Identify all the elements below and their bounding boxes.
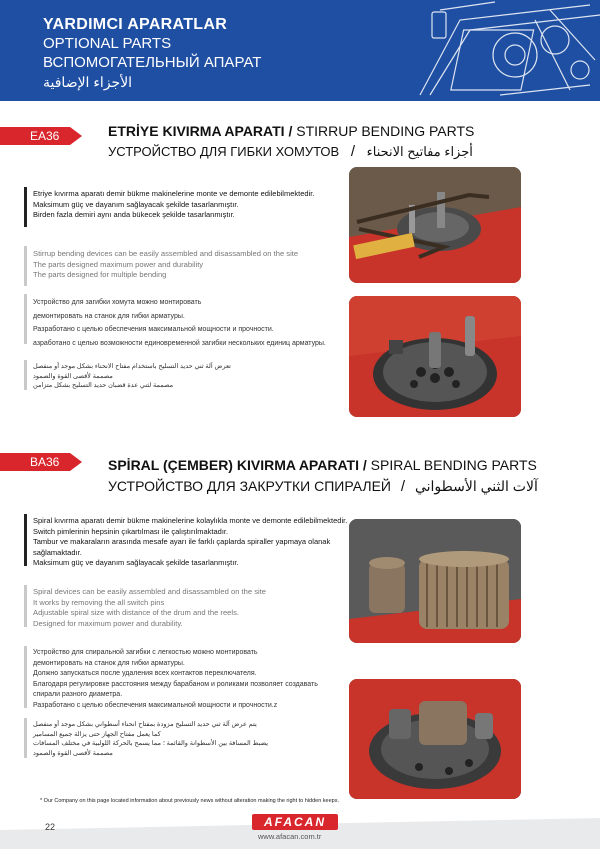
page-number: 22 bbox=[45, 822, 56, 832]
description-tr bbox=[33, 516, 347, 569]
text-accent-bar bbox=[24, 187, 27, 227]
description-tr bbox=[33, 189, 314, 221]
text-accent-bar bbox=[24, 718, 27, 758]
header-title-en: OPTIONAL PARTS bbox=[43, 35, 172, 52]
header-title-ru: ВСПОМОГАТЕЛЬНЫЙ АПАРАТ bbox=[43, 54, 262, 71]
text-accent-bar bbox=[24, 246, 27, 286]
section-subtitle: УСТРОЙСТВО ДЛЯ ГИБКИ ХОМУТОВ / أجزاء مفاتيح الانحناء bbox=[108, 143, 473, 160]
text-line: Stirrup bending devices can be easily assembled and disassambled on the site bbox=[33, 249, 299, 258]
page-header bbox=[0, 0, 600, 101]
text-line: Благодаря регулировке расстояния между барабаном и роликами позволяет создавать bbox=[33, 680, 318, 688]
product-photo-spiral-top bbox=[349, 679, 521, 799]
text-line: Maksimum güç ve dayanım sağlayacak şekilde tasarlanmıştır. bbox=[33, 558, 239, 567]
description-en bbox=[33, 249, 298, 281]
text-line: азработано с целью возможности единовременной загибки нескольких единиц арматуры. bbox=[33, 339, 326, 347]
text-line: مصممة لأقصى القوة والصمود bbox=[33, 372, 113, 380]
product-photo-spiral-rollers bbox=[349, 519, 521, 643]
text-line: Должно запускаться после удаления всех контактов переключателя. bbox=[33, 670, 257, 677]
text-accent-bar bbox=[24, 646, 27, 708]
text-line: Устройство для загибки хомута можно монтировать bbox=[33, 299, 202, 306]
section-title bbox=[108, 457, 537, 473]
text-line: The parts designed maximum power and durability bbox=[33, 259, 204, 269]
text-accent-bar bbox=[24, 585, 27, 627]
section-title-ru: УСТРОЙСТВО ДЛЯ ЗАКРУТКИ СПИРАЛЕЙ bbox=[108, 478, 391, 494]
description-ar bbox=[33, 362, 333, 391]
text-line: Maksimum güç ve dayanım sağlayacak şekilde tasarlanmıştır. bbox=[33, 199, 239, 209]
section-subtitle: УСТРОЙСТВО ДЛЯ ЗАКРУТКИ СПИРАЛЕЙ / آلات الثني الأسطواني bbox=[108, 478, 538, 495]
section-code-tag: EA36 bbox=[0, 127, 70, 145]
description-ru bbox=[33, 648, 318, 711]
text-line: كما يعمل مفتاح الجهاز حتى يزالة جميع المسامير bbox=[33, 730, 161, 738]
footnote: * Our Company on this page located information about previously news without alteration making the right to hidden keeps. bbox=[40, 798, 340, 804]
text-line: Designed for maximum power and durability. bbox=[33, 618, 183, 628]
text-line: يتم عرض آلة ثني حديد التسليح مزودة بمفتاح انحناء أسطواني بشكل موجد أو منفصل bbox=[33, 721, 257, 728]
section-title-ar: أجزاء مفاتيح الانحناء bbox=[366, 144, 473, 159]
text-line: демонтировать на станок для гибки арматуры. bbox=[33, 312, 185, 320]
header-title-tr: YARDIMCI APARATLAR bbox=[43, 16, 228, 33]
text-line: спирали разного диаметра. bbox=[33, 691, 123, 698]
text-line: Разработано с целью обеспечения максимальной мощности и прочности. bbox=[33, 326, 274, 333]
text-line: sağlamaktadır. bbox=[33, 547, 82, 557]
product-photo-stirrup-disc bbox=[349, 296, 521, 417]
website-url: www.afacan.com.tr bbox=[258, 832, 322, 841]
description-ru bbox=[33, 296, 326, 350]
section-title-en: SPIRAL BENDING PARTS bbox=[366, 457, 537, 473]
text-line: يضبط المسافة بين الأسطوانة والقائمة ؛ مما يسمح بالحركة اللولبية في مختلف المسافات bbox=[33, 740, 269, 747]
text-line: Устройство для спиральной загибки с легкостью можно монтировать bbox=[33, 649, 258, 656]
text-accent-bar bbox=[24, 514, 27, 566]
text-line: تعرض آلة ثني حديد التسليح باستخدام مفتاح الانحناء بشكل موجد أو منفصل bbox=[33, 363, 231, 370]
text-line: The parts designed for multiple bending bbox=[33, 270, 167, 279]
section-code-tag: BA36 bbox=[0, 453, 70, 471]
afacan-logo: AFACAN bbox=[252, 814, 338, 830]
section-title bbox=[108, 123, 474, 139]
text-line: مصممة لثني عدة قضبان حديد التسليح بشكل متزامن bbox=[33, 382, 174, 389]
section-title-tr: ETRİYE KIVIRMA APARATI / bbox=[108, 123, 293, 139]
text-line: Switch pimlerinin hepsinin çıkartılması ile çalıştırılmaktadır. bbox=[33, 526, 229, 536]
section-title-tr: SPİRAL (ÇEMBER) KIVIRMA APARATI / bbox=[108, 457, 367, 473]
text-line: مصممة لأقصى القوة والصمود bbox=[33, 749, 113, 757]
text-line: Разработано с целью обеспечения максимальной мощности и прочности.z bbox=[33, 701, 278, 709]
text-accent-bar bbox=[24, 360, 27, 390]
text-line: Spiral kıvırma aparatı demir bükme makinelerine kolaylıkla monte ve demonte edilebilmektedir. bbox=[33, 516, 348, 525]
text-line: Birden fazla demiri aynı anda bükecek şekilde tasarlanmıştır. bbox=[33, 210, 235, 219]
text-line: Adjustable spiral size with distance of the drum and the reels. bbox=[33, 608, 239, 617]
machine-sketch-illustration bbox=[400, 0, 600, 101]
section-title-ru: УСТРОЙСТВО ДЛЯ ГИБКИ ХОМУТОВ bbox=[108, 144, 340, 159]
text-line: Tambur ve makaraların arasında mesafe ayarı ile farklı çaplarda spiraller yapmaya olanak bbox=[33, 537, 331, 546]
text-line: демонтировать на станок для гибки арматуры. bbox=[33, 659, 185, 667]
section-title-ar: آلات الثني الأسطواني bbox=[414, 478, 538, 494]
description-ar bbox=[33, 720, 333, 758]
product-photo-stirrup-top bbox=[349, 167, 521, 283]
description-en bbox=[33, 587, 266, 629]
text-line: Spiral devices can be easily assembled and disassambled on the site bbox=[33, 587, 267, 596]
header-title-ar: الأجزاء الإضافية bbox=[43, 74, 133, 90]
text-line: Etriye kıvırma aparatı demir bükme makinelerine monte ve demonte edilebilmektedir. bbox=[33, 189, 315, 198]
text-accent-bar bbox=[24, 294, 27, 344]
section-title-en: STIRRUP BENDING PARTS bbox=[292, 123, 475, 139]
text-line: It works by removing the all switch pins bbox=[33, 597, 165, 607]
